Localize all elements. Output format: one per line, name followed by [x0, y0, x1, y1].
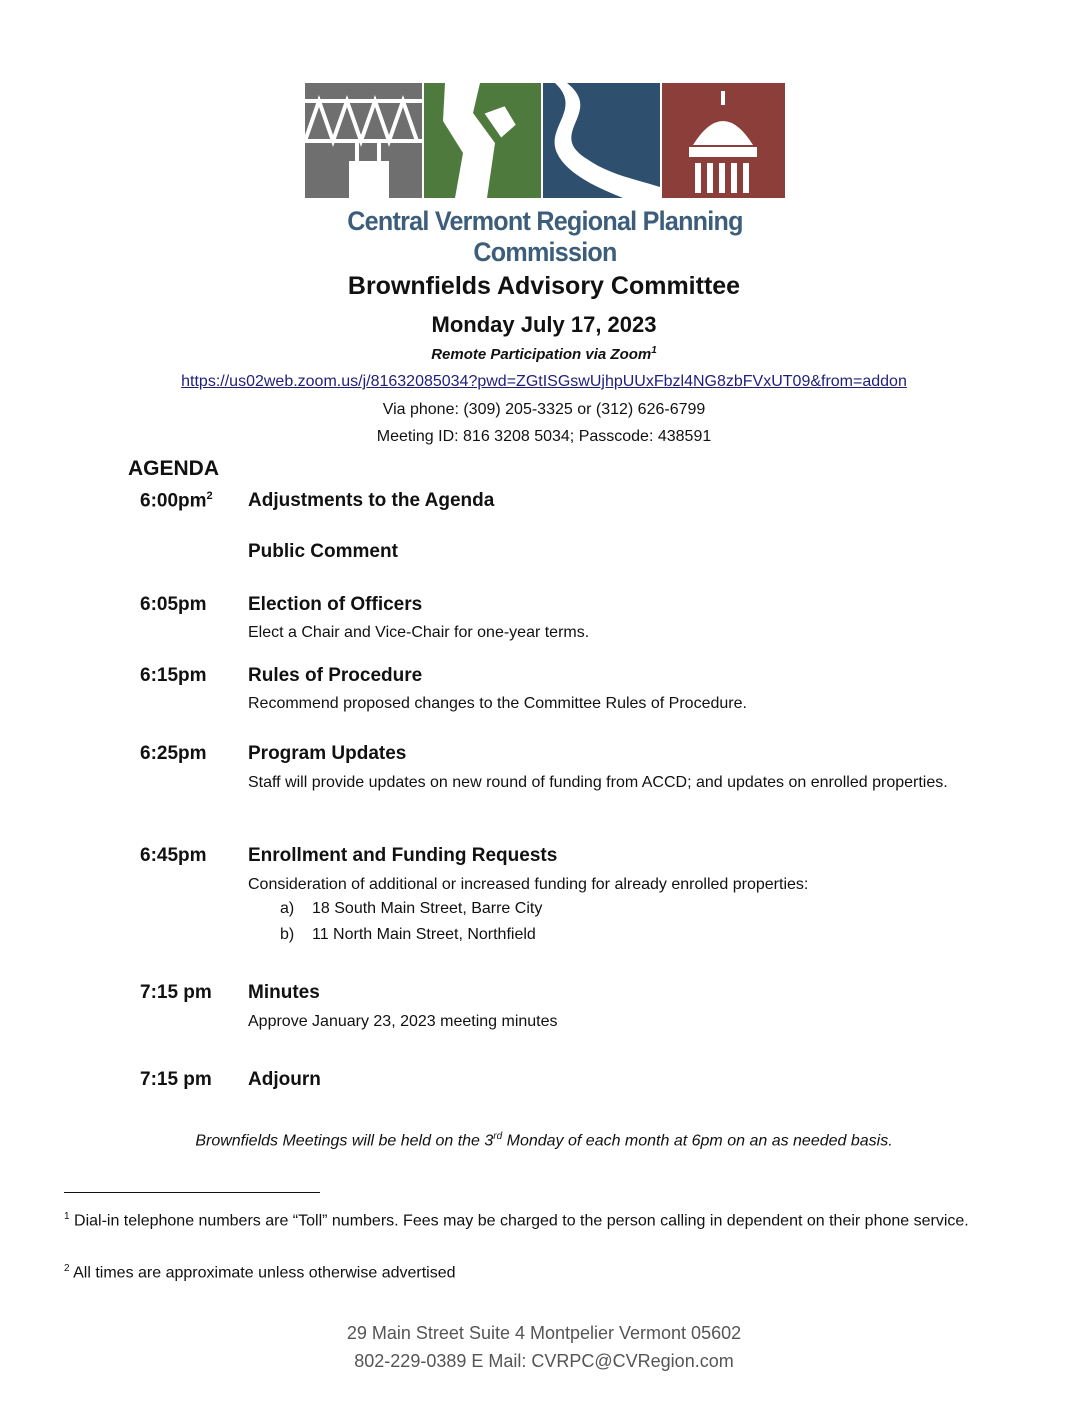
footnote: [64, 1256, 1024, 1286]
footnote-ref-2: 2: [206, 490, 213, 502]
agenda-title: Minutes: [248, 982, 320, 1003]
footnote: [64, 1204, 1024, 1234]
agenda-time: 6:05pm: [140, 594, 207, 615]
footer-contact: 802-229-0389 E Mail: CVRPC@CVRegion.com: [354, 1351, 734, 1371]
note-text-before: Brownfields Meetings will be held on the 3: [195, 1132, 494, 1150]
schedule-note: [0, 1131, 1088, 1150]
agenda-title: Rules of Procedure: [248, 665, 423, 686]
remote-participation: [0, 345, 1088, 363]
sub-item-marker: a): [280, 900, 295, 917]
meeting-date: Monday July 17, 2023: [431, 312, 657, 337]
footnote-text: Dial-in telephone numbers are “Toll” numbers. Fees may be charged to the person calling in dependent on their phone service.: [69, 1212, 969, 1230]
time-label: 6:00pm: [140, 490, 207, 512]
agenda-description: Elect a Chair and Vice-Chair for one-year terms.: [248, 624, 590, 641]
agenda-title: Enrollment and Funding Requests: [248, 845, 558, 866]
agenda-title: Program Updates: [248, 743, 407, 764]
sub-item-text: 18 South Main Street, Barre City: [312, 900, 543, 917]
meeting-id: Meeting ID: 816 3208 5034; Passcode: 438591: [376, 428, 712, 445]
agenda-time: 6:15pm: [140, 665, 207, 686]
sub-item-marker: b): [280, 926, 295, 943]
agenda-time: [140, 490, 213, 512]
agenda-time: 7:15 pm: [140, 982, 212, 1003]
ordinal-suffix: rd: [493, 1131, 503, 1142]
agenda-description: Recommend proposed changes to the Committee Rules of Procedure.: [248, 695, 747, 712]
footnote-text: All times are approximate unless otherwise advertised: [69, 1264, 456, 1282]
agenda-heading: AGENDA: [128, 457, 220, 480]
footnote-divider: [64, 1192, 320, 1193]
agenda-description: Approve January 23, 2023 meeting minutes: [248, 1013, 558, 1030]
note-text-after: Monday of each month at 6pm on an as needed basis.: [502, 1132, 893, 1150]
agenda-description: Staff will provide updates on new round of funding from ACCD; and updates on enrolled properties.: [248, 774, 948, 791]
agenda-title: Election of Officers: [248, 594, 423, 615]
logo-graphic: [305, 83, 785, 198]
remote-label: Remote Participation via Zoom: [431, 346, 652, 363]
sub-item-text: 11 North Main Street, Northfield: [312, 926, 536, 943]
agenda-time: 7:15 pm: [140, 1069, 212, 1090]
organization-name: Central Vermont Regional Planning Commission: [347, 206, 743, 267]
footnote-mark: 2: [64, 1263, 70, 1274]
phone-numbers: Via phone: (309) 205-3325 or (312) 626-6799: [382, 401, 706, 418]
agenda-title: Adjustments to the Agenda: [248, 490, 495, 511]
page-title: Brownfields Advisory Committee: [347, 272, 741, 300]
agenda-title: Public Comment: [248, 541, 398, 562]
agenda-title: Adjourn: [248, 1069, 321, 1090]
footnote-ref-1: 1: [651, 345, 657, 356]
agenda-time: 6:25pm: [140, 743, 207, 764]
footer-address: 29 Main Street Suite 4 Montpelier Vermont 05602: [346, 1323, 742, 1343]
zoom-link[interactable]: https://us02web.zoom.us/j/81632085034?pwd=ZGtISGswUjhpUUxFbzl4NG8zbFVxUT09&from=addon: [181, 373, 907, 390]
agenda-description: Consideration of additional or increased funding for already enrolled properties:: [248, 876, 809, 893]
agenda-time: 6:45pm: [140, 845, 207, 866]
footnote-mark: 1: [64, 1211, 70, 1222]
